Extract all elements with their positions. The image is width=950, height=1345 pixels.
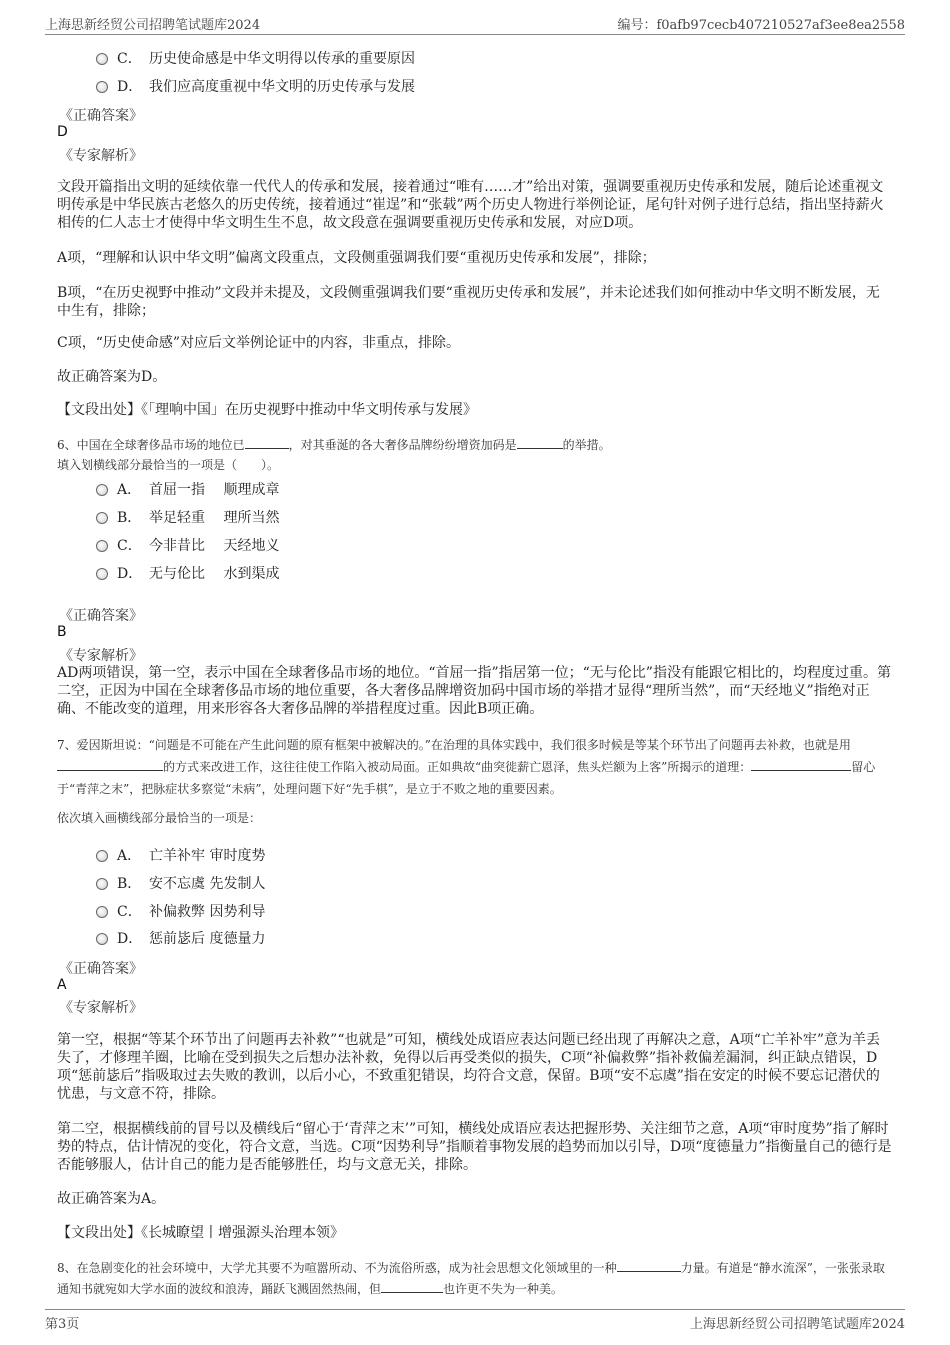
- blank-line: [381, 1280, 443, 1293]
- q6-option-c[interactable]: C． 今非昔比 天经地义: [96, 535, 279, 555]
- q6-answer: B: [57, 624, 67, 640]
- q7-option-c[interactable]: C． 补偏救弊 因势利导: [96, 901, 265, 921]
- q8-stem: 8、在急剧变化的社会环境中，大学尤其要不为喧嚣所动、不为流俗所惑，成为社会思想文化领域里的一种 力量。有道是“静水流深”，一张张录取通知书就宛如大学水面的波纹和浪涛，踊跃飞溅固然热闹，但 也许更不失为一种美。: [57, 1261, 885, 1296]
- blank-line: [57, 758, 163, 771]
- footer-title: 上海思新经贸公司招聘笔试题库2024: [689, 1317, 905, 1332]
- header-divider: [45, 34, 905, 35]
- q6-answer-label: 《正确答案》: [59, 608, 143, 624]
- blank-line: [517, 436, 563, 449]
- q7-answer-label: 《正确答案》: [59, 961, 143, 977]
- document-id: 编号：f0afb97cecb407210527af3ee8ea2558: [617, 18, 905, 33]
- header-title: 上海思新经贸公司招聘笔试题库2024: [45, 18, 261, 33]
- q7-option-d[interactable]: D． 惩前毖后 度德量力: [96, 928, 265, 948]
- blank-line: [245, 436, 289, 449]
- q5-analysis-conclusion: 故正确答案为D。: [57, 369, 167, 385]
- page-number: 第3页: [45, 1317, 80, 1332]
- q6-option-d[interactable]: D． 无与伦比 水到渠成: [96, 563, 279, 583]
- q6-instruction: 填入划横线部分最恰当的一项是（ ）。: [57, 458, 280, 472]
- radio-icon[interactable]: [96, 568, 108, 580]
- radio-icon[interactable]: [96, 906, 108, 918]
- q7-analysis-paragraph: 第二空，根据横线前的冒号以及横线后“留心于‘青萍之末’”可知，横线处成语应表达把握形势、关注细节之意，A项“审时度势”指了解时势的特点，估计情况的变化，符合文意，当选。C项“因势利导”指顺着事物发展的趋势而加以引导，D项“度德量力”指衡量自己的德行是否能够服人，估计自己的能力是否能够胜任，均与文意无关，排除。: [57, 1121, 892, 1173]
- q5-option-d[interactable]: D． 我们应高度重视中华文明的历史传承与发展: [96, 76, 415, 96]
- q6-stem: 6、中国在全球奢侈品市场的地位已 ，对其垂涎的各大奢侈品牌纷纷增资加码是 的举措。: [57, 438, 611, 452]
- radio-icon[interactable]: [96, 81, 108, 93]
- radio-icon[interactable]: [96, 512, 108, 524]
- q7-option-a[interactable]: A． 亡羊补牢 审时度势: [96, 845, 265, 865]
- q7-analysis-conclusion: 故正确答案为A。: [57, 1191, 166, 1207]
- radio-icon[interactable]: [96, 484, 108, 496]
- q6-analysis-label: 《专家解析》: [59, 648, 143, 664]
- q5-analysis-label: 《专家解析》: [59, 148, 143, 164]
- q7-instruction: 依次填入画横线部分最恰当的一项是：: [57, 811, 262, 825]
- q6-analysis: AD两项错误，第一空，表示中国在全球奢侈品市场的地位。“首屈一指”指居第一位；“无与伦比”指没有能跟它相比的，均程度过重。第二空，正因为中国在全球奢侈品市场的地位重要，各大奢侈品牌增资加码中国市场的举措才显得“理所当然”，而“天经地义”指绝对正确、不能改变的道理，用来形容各大奢侈品牌的举措程度过重。因此B项正确。: [57, 665, 891, 717]
- q5-source: 【文段出处】《「理响中国」在历史视野中推动中华文明传承与发展》: [57, 402, 477, 418]
- q5-analysis-paragraph: C项，“历史使命感”对应后文举例论证中的内容，非重点，排除。: [57, 335, 461, 351]
- radio-icon[interactable]: [96, 540, 108, 552]
- q5-analysis-paragraph: B项，“在历史视野中推动”文段并未提及，文段侧重强调我们要“重视历史传承和发展”，并未论述我们如何推动中华文明不断发展，无中生有，排除；: [57, 285, 880, 319]
- q7-source: 【文段出处】《长城瞭望丨增强源头治理本领》: [57, 1225, 344, 1241]
- q5-analysis-paragraph: A项，“理解和认识中华文明”偏离文段重点，文段侧重强调我们要“重视历史传承和发展”，排除；: [57, 250, 656, 266]
- q5-option-c[interactable]: C． 历史使命感是中华文明得以传承的重要原因: [96, 48, 415, 68]
- page-header: [45, 14, 905, 36]
- q7-answer: A: [57, 977, 67, 993]
- q6-option-b[interactable]: B． 举足轻重 理所当然: [96, 507, 279, 527]
- radio-icon[interactable]: [96, 933, 108, 945]
- q7-analysis-paragraph: 第一空，根据“等某个环节出了问题再去补救”“也就是”可知，横线处成语应表达问题已经出现了再解决之意，A项“亡羊补牢”意为羊丢失了，才修理羊圈，比喻在受到损失之后想办法补救，免得以后再受类似的损失，C项“补偏救弊”指补救偏差漏洞，纠正缺点错误，D项“惩前毖后”指吸取过去失败的教训，以后小心，不致重犯错误，均符合文意，保留。B项“安不忘虞”指在安定的时候不要忘记潜伏的忧患，与文意不符，排除。: [57, 1032, 881, 1102]
- q5-answer: D: [57, 124, 68, 140]
- q6-option-a[interactable]: A． 首屈一指 顺理成章: [96, 479, 279, 499]
- radio-icon[interactable]: [96, 850, 108, 862]
- q7-analysis-label: 《专家解析》: [59, 1000, 143, 1016]
- q7-option-b[interactable]: B． 安不忘虞 先发制人: [96, 873, 265, 893]
- radio-icon[interactable]: [96, 53, 108, 65]
- blank-line: [751, 758, 851, 771]
- q7-stem: 7、爱因斯坦说：“问题是不可能在产生此问题的原有框架中被解决的。”在治理的具体实践中，我们很多时候是等某个环节出了问题再去补救，也就是用的方式来改进工作，这往往使工作陷入被动局面。正如典故“曲突徙薪亡恩泽，焦头烂额为上客”所揭示的道理： 留心于“青萍之末”，把脉症状多察觉“未病”，处理问题下好“先手棋”，是立于不败之地的重要因素。: [57, 738, 876, 796]
- blank-line: [617, 1259, 681, 1272]
- q5-analysis-paragraph: 文段开篇指出文明的延续依靠一代代人的传承和发展，接着通过“唯有……才”给出对策，强调要重视历史传承和发展，随后论述重视文明传承是中华民族古老悠久的历史传统，接着通过“崔逞”和“张载”两个历史人物进行举例论证，尾句针对例子进行总结，指出坚持薪火相传的仁人志士才使得中华文明生生不息，故文段意在强调要重视历史传承和发展，对应D项。: [57, 179, 884, 231]
- radio-icon[interactable]: [96, 878, 108, 890]
- q5-answer-label: 《正确答案》: [59, 108, 143, 124]
- footer-divider: [45, 1309, 905, 1310]
